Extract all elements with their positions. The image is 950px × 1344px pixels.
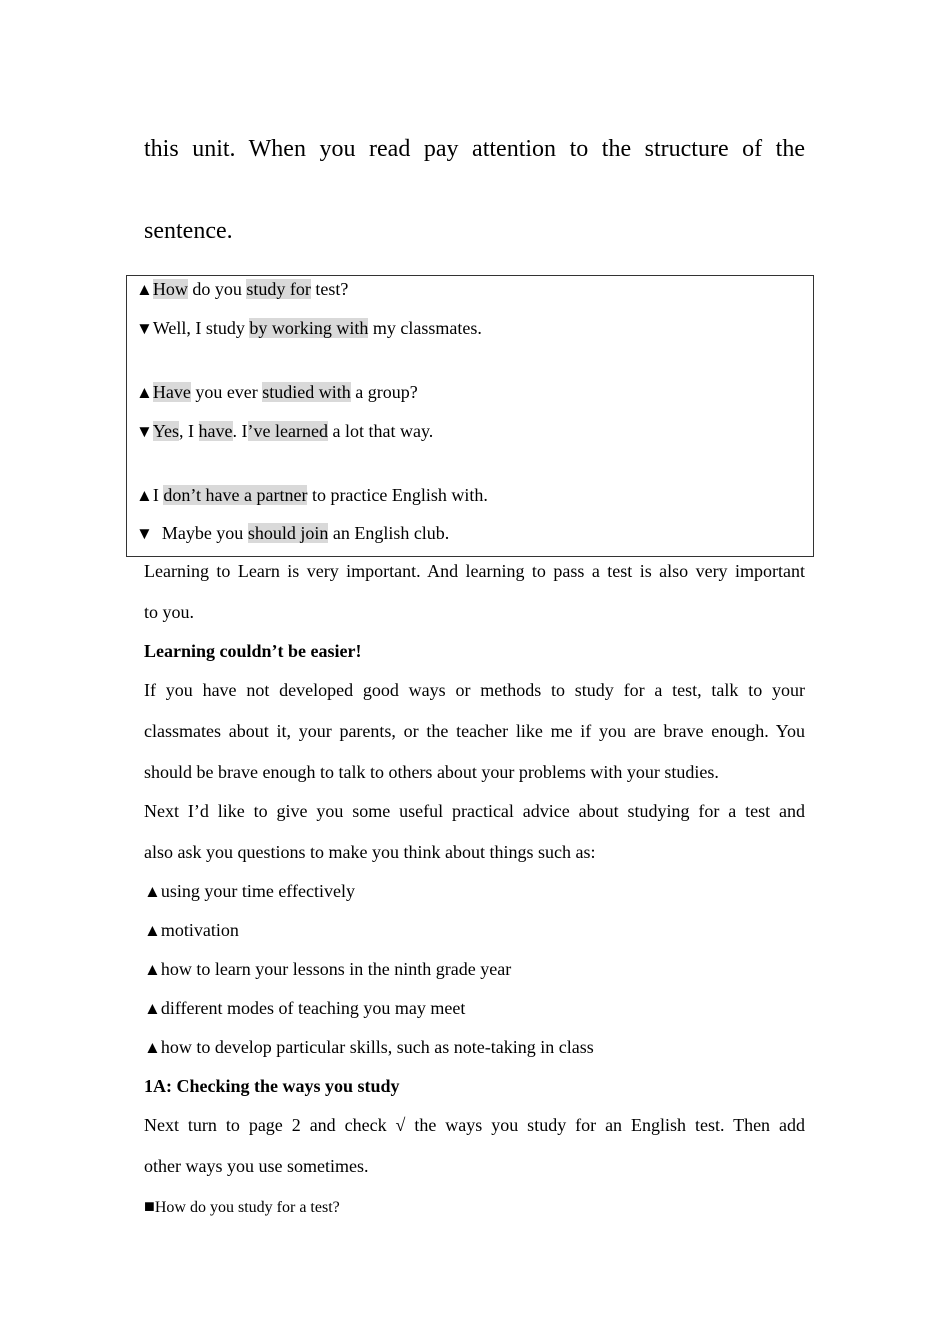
triangle-up-icon: ▲: [144, 960, 161, 979]
dialogue-line: [136, 277, 348, 302]
highlighted-phrase: studied with: [262, 382, 351, 402]
para4-line-1: Next turn to page 2 and check √ the ways you study for an English test. Then add: [144, 1115, 805, 1135]
dialogue-text: to practice English with.: [307, 485, 488, 505]
para2-line-3: should be brave enough to talk to others about your problems with your studies.: [144, 762, 719, 782]
triangle-down-icon: ▼: [136, 524, 153, 543]
highlighted-phrase: Yes: [152, 421, 180, 441]
dialogue-line: [136, 380, 418, 405]
dialogue-box: [126, 275, 814, 557]
para2-line-1: If you have not developed good ways or methods to study for a test, talk to your: [144, 680, 805, 700]
triangle-up-icon: ▲: [136, 486, 153, 505]
dialogue-text: I: [152, 485, 164, 505]
dialogue-text: Maybe you: [152, 523, 248, 543]
square-icon: ■: [144, 1196, 155, 1216]
triangle-up-icon: ▲: [136, 383, 153, 402]
dialogue-text: you ever: [190, 382, 263, 402]
dialogue-text: Well, I study: [152, 318, 250, 338]
highlighted-phrase: study for: [246, 279, 311, 299]
highlighted-phrase: should join: [247, 523, 329, 543]
intro-line-2: sentence.: [144, 218, 233, 244]
dialogue-line: [136, 521, 449, 546]
para1-line-2: to you.: [144, 602, 195, 622]
triangle-down-icon: ▼: [136, 422, 153, 441]
final-item: ■How do you study for a test?: [144, 1196, 340, 1216]
intro-line-1: this unit. When you read pay attention to the structure of the: [144, 136, 805, 162]
para2-line-2: classmates about it, your parents, or the teacher like me if you are brave enough. You: [144, 721, 805, 741]
bullet-item: ▲how to learn your lessons in the ninth grade year: [144, 959, 512, 979]
bullet-item: ▲how to develop particular skills, such as note-taking in class: [144, 1037, 594, 1057]
para1-line-1: Learning to Learn is very important. And learning to pass a test is also very important: [144, 561, 805, 581]
para3-line-2: also ask you questions to make you think about things such as:: [144, 842, 596, 862]
dialogue-line: [136, 316, 482, 341]
bullet-item: ▲different modes of teaching you may meet: [144, 998, 466, 1018]
heading-1a: 1A: Checking the ways you study: [144, 1076, 400, 1096]
highlighted-phrase: by working with: [249, 318, 369, 338]
dialogue-text: do you: [187, 279, 247, 299]
para3-line-1: Next I’d like to give you some useful practical advice about studying for a test and: [144, 801, 805, 821]
triangle-up-icon: ▲: [136, 280, 153, 299]
dialogue-text: test?: [310, 279, 349, 299]
heading-learning-easier: Learning couldn’t be easier!: [144, 641, 362, 661]
dialogue-text: an English club.: [328, 523, 450, 543]
bullet-item: ▲using your time effectively: [144, 881, 355, 901]
triangle-up-icon: ▲: [144, 921, 161, 940]
bullet-item: ▲motivation: [144, 920, 239, 940]
highlighted-phrase: How: [152, 279, 188, 299]
triangle-up-icon: ▲: [144, 882, 161, 901]
highlighted-phrase: don’t have a partner: [163, 485, 308, 505]
triangle-up-icon: ▲: [144, 999, 161, 1018]
highlighted-phrase: ’ve learned: [247, 421, 328, 441]
highlighted-phrase: have: [198, 421, 233, 441]
dialogue-text: a lot that way.: [327, 421, 434, 441]
triangle-down-icon: ▼: [136, 319, 153, 338]
dialogue-text: . I: [232, 421, 248, 441]
triangle-up-icon: ▲: [144, 1038, 161, 1057]
dialogue-text: a group?: [350, 382, 418, 402]
dialogue-text: , I: [179, 421, 199, 441]
para4-line-2: other ways you use sometimes.: [144, 1156, 369, 1176]
dialogue-line: [136, 483, 488, 508]
highlighted-phrase: Have: [152, 382, 191, 402]
dialogue-text: my classmates.: [368, 318, 482, 338]
dialogue-line: [136, 419, 433, 444]
